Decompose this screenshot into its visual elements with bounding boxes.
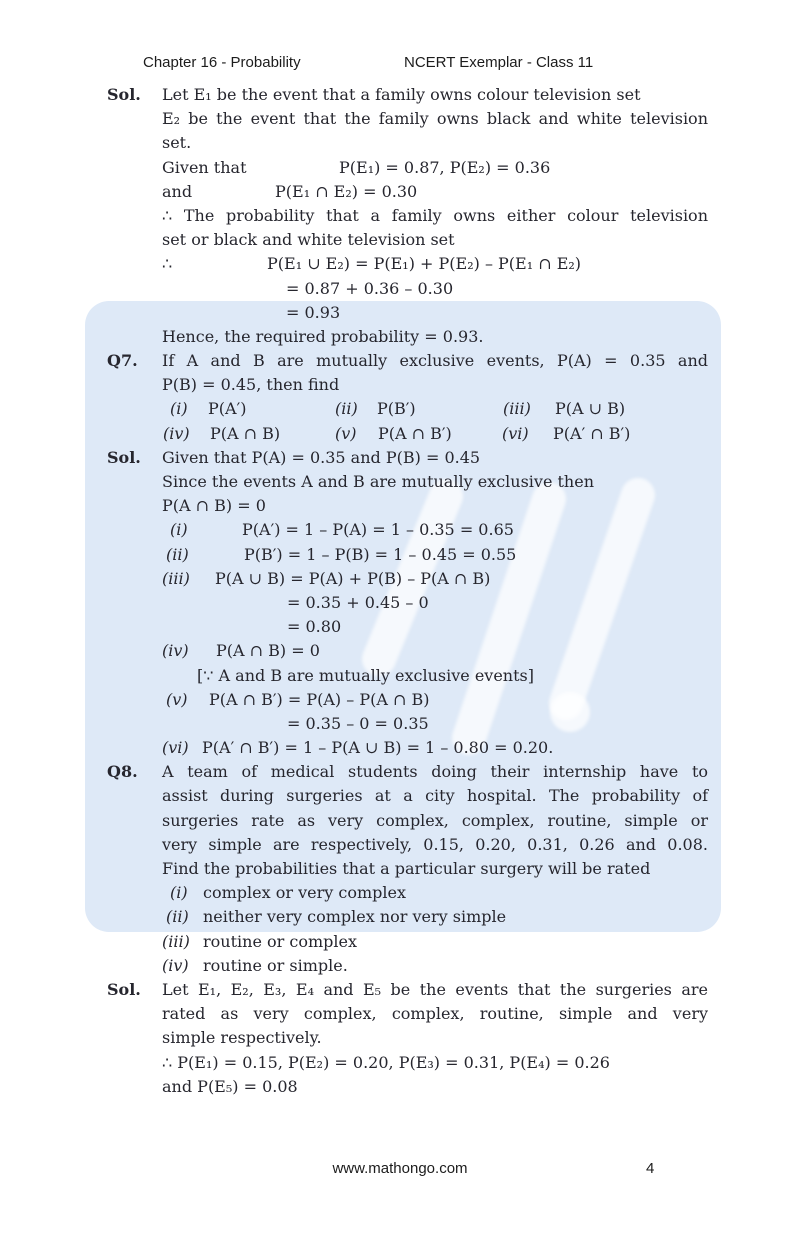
text-line [162, 591, 708, 615]
text-line [162, 422, 708, 446]
text-line [162, 543, 708, 567]
list-item-numeral: (i) [170, 399, 188, 419]
text-line [162, 712, 708, 736]
qa-block [107, 83, 708, 349]
equation-segment: Given that [162, 157, 247, 177]
block-label: Q7. [107, 351, 138, 371]
list-item-numeral: (v) [335, 423, 357, 443]
text-line: set or black and white television set [162, 230, 455, 250]
list-item-numeral: (iv) [162, 641, 189, 661]
text-line: ∴ The probability that a family owns either colour television [162, 205, 708, 225]
equation-segment: P(A ∩ B) = 0 [216, 641, 320, 661]
list-item-numeral: (iv) [162, 955, 189, 975]
equation-segment: neither very complex nor very simple [203, 907, 507, 927]
text-line [162, 277, 708, 301]
text-line [162, 954, 708, 978]
text-line [162, 688, 708, 712]
text-line [162, 664, 708, 688]
equation-segment: P(A′ ∩ B′) [553, 423, 631, 443]
text-line: rated as very complex, complex, routine, simple and very [162, 1004, 708, 1024]
equation-segment: P(A ∪ B) = P(A) + P(B) – P(A ∩ B) [215, 568, 491, 588]
text-line [162, 301, 708, 325]
block-body [162, 978, 708, 1099]
list-item-numeral: (iv) [163, 423, 190, 443]
equation-segment: P(E₁) = 0.87, P(E₂) = 0.36 [339, 157, 551, 177]
text-line [162, 252, 708, 276]
qa-block [107, 978, 708, 1099]
text-line [162, 639, 708, 663]
text-line: Let E₁ be the event that a family owns colour television set [162, 85, 641, 104]
equation-segment: P(A ∩ B′) = P(A) – P(A ∩ B) [209, 689, 430, 709]
qa-block [107, 760, 708, 978]
text-line: Let E₁, E₂, E₃, E₄ and E₅ be the events that the surgeries are [162, 979, 708, 999]
text-line [162, 567, 708, 591]
qa-block [107, 446, 708, 760]
text-line [162, 736, 708, 760]
list-item-numeral: (iii) [162, 568, 190, 588]
list-item-numeral: (ii) [166, 907, 189, 927]
list-item-numeral: (i) [170, 883, 188, 903]
block-label: Sol. [107, 979, 141, 999]
text-line [162, 615, 708, 639]
equation-segment: = 0.87 + 0.36 – 0.30 [286, 278, 454, 298]
equation-segment: = 0.80 [287, 617, 342, 637]
text-line: E₂ be the event that the family owns black and white television [162, 109, 708, 129]
equation-segment: P(A′) = 1 – P(A) = 1 – 0.35 = 0.65 [242, 520, 514, 540]
list-item-numeral: (iii) [503, 399, 531, 419]
list-item-numeral: (iii) [162, 931, 190, 951]
equation-segment: ∴ [162, 254, 173, 274]
text-line: Find the probabilities that a particular surgery will be rated [162, 859, 651, 878]
header-chapter-title: Chapter 16 - Probability [143, 54, 301, 71]
text-line [162, 518, 708, 542]
text-line: Hence, the required probability = 0.93. [162, 326, 484, 346]
text-line [162, 905, 708, 929]
text-line: surgeries rate as very complex, complex, routine, simple or [162, 810, 708, 830]
equation-segment: P(E₁ ∪ E₂) = P(E₁) + P(E₂) – P(E₁ ∩ E₂) [267, 254, 582, 274]
block-body [162, 446, 708, 760]
list-item-numeral: (ii) [335, 399, 358, 419]
equation-segment: routine or complex [203, 931, 357, 951]
page-header [0, 54, 800, 74]
equation-segment: and [162, 181, 193, 201]
text-line: A team of medical students doing their internship have to [162, 762, 708, 782]
page-footer [0, 1160, 800, 1180]
block-label: Q8. [107, 762, 138, 782]
block-body [162, 349, 708, 446]
equation-segment: P(A′) [208, 399, 247, 419]
equation-segment: P(A′ ∩ B′) = 1 – P(A ∪ B) = 1 – 0.80 = 0.20. [202, 738, 554, 758]
text-line: If A and B are mutually exclusive events, P(A) = 0.35 and [162, 351, 708, 371]
block-body [162, 83, 708, 349]
text-line: very simple are respectively, 0.15, 0.20, 0.31, 0.26 and 0.08. [162, 834, 708, 854]
text-line: simple respectively. [162, 1028, 322, 1048]
equation-segment: = 0.93 [286, 302, 341, 322]
footer-page-number: 4 [646, 1160, 655, 1177]
list-item-numeral: (v) [166, 689, 188, 709]
footer-website: www.mathongo.com [332, 1160, 468, 1177]
block-label: Sol. [107, 447, 141, 467]
text-line: and P(E₅) = 0.08 [162, 1076, 298, 1096]
list-item-numeral: (vi) [162, 738, 189, 758]
text-line: P(A ∩ B) = 0 [162, 496, 266, 516]
solution-content [107, 83, 708, 1099]
equation-segment: = 0.35 – 0 = 0.35 [287, 713, 429, 733]
equation-segment: P(E₁ ∩ E₂) = 0.30 [275, 181, 418, 201]
text-line [162, 180, 708, 204]
list-item-numeral: (vi) [502, 423, 529, 443]
block-body [162, 760, 708, 978]
text-line: Since the events A and B are mutually exclusive then [162, 472, 595, 491]
text-line: P(B) = 0.45, then find [162, 375, 340, 395]
equation-segment: [∵ A and B are mutually exclusive events] [197, 665, 534, 685]
equation-segment: P(A ∩ B′) [378, 423, 452, 443]
equation-segment: P(A ∪ B) [555, 399, 626, 419]
text-line: set. [162, 133, 192, 153]
list-item-numeral: (ii) [166, 544, 189, 564]
block-label: Sol. [107, 85, 141, 104]
text-line: Given that P(A) = 0.35 and P(B) = 0.45 [162, 447, 481, 467]
equation-segment: complex or very complex [203, 883, 406, 903]
text-line [162, 881, 708, 905]
text-line: ∴ P(E₁) = 0.15, P(E₂) = 0.20, P(E₃) = 0.31, P(E₄) = 0.26 [162, 1052, 610, 1072]
header-book-title: NCERT Exemplar - Class 11 [404, 54, 594, 71]
qa-block [107, 349, 708, 446]
text-line [162, 930, 708, 954]
equation-segment: routine or simple. [203, 955, 348, 975]
equation-segment: P(B′) = 1 – P(B) = 1 – 0.45 = 0.55 [244, 544, 517, 564]
equation-segment: P(B′) [377, 399, 416, 419]
list-item-numeral: (i) [170, 520, 188, 540]
text-line: assist during surgeries at a city hospital. The probability of [162, 786, 708, 806]
equation-segment: = 0.35 + 0.45 – 0 [287, 592, 429, 612]
equation-segment: P(A ∩ B) [210, 423, 281, 443]
text-line [162, 156, 708, 180]
text-line [162, 397, 708, 421]
